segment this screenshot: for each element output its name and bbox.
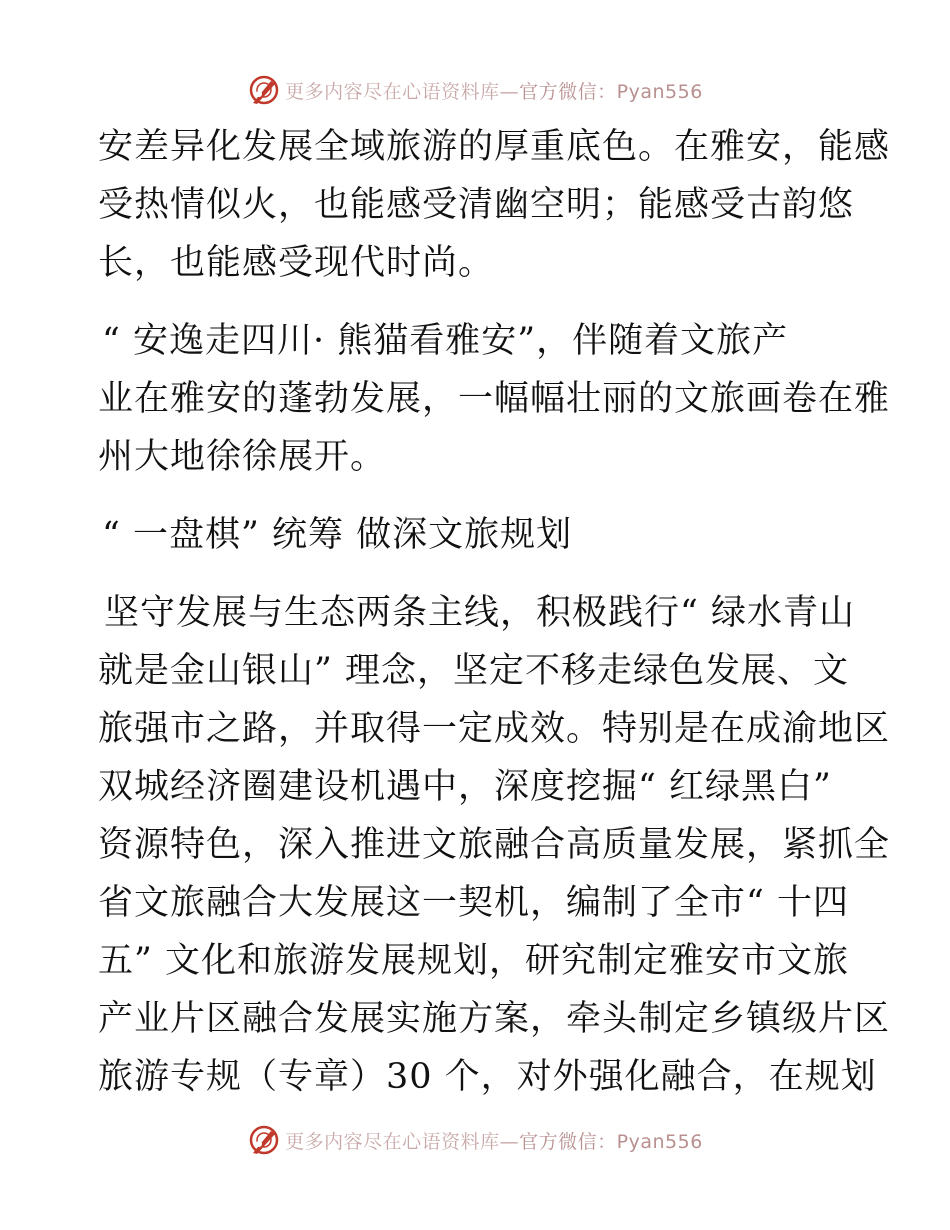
- header-banner-tail: 官方微信：Pyan556: [519, 80, 703, 103]
- footer-banner-text: [285, 1127, 703, 1154]
- brush-logo-icon: [247, 1123, 281, 1157]
- header-banner: [0, 70, 950, 110]
- body-line-6: 州大地徐徐展开。: [98, 437, 387, 477]
- body-line-16: 旅游专规（专章）30 个，对外强化融合，在规划: [98, 1057, 877, 1097]
- body-line-1: 安差异化发展全域旅游的厚重底色。在雅安，能感: [98, 127, 891, 167]
- footer-banner-main: 更多内容尽在心语资料库—: [285, 1130, 520, 1153]
- body-line-10: 旅强市之路，并取得一定成效。特别是在成渝地区: [98, 709, 891, 749]
- brush-logo-icon: [247, 73, 281, 107]
- body-line-8: 坚守发展与生态两条主线，积极践行“ 绿水青山: [104, 593, 856, 633]
- body-line-5: 业在雅安的蓬勃发展，一幅幅壮丽的文旅画卷在雅: [98, 379, 891, 419]
- section-heading: “ 一盘棋” 统筹 做深文旅规划: [102, 515, 573, 555]
- body-line-12: 资源特色，深入推进文旅融合高质量发展，紧抓全: [98, 825, 891, 865]
- footer-banner-tail: 官方微信：Pyan556: [519, 1130, 703, 1153]
- body-line-4: “ 安逸走四川· 熊猫看雅安”，伴随着文旅产: [102, 321, 789, 361]
- document-body: [98, 118, 891, 1106]
- body-line-2: 受热情似火，也能感受清幽空明；能感受古韵悠: [98, 185, 855, 225]
- header-banner-main: 更多内容尽在心语资料库—: [285, 80, 520, 103]
- body-line-11: 双城经济圈建设机遇中，深度挖掘“ 红绿黑白”: [98, 767, 832, 807]
- footer-banner: [0, 1120, 950, 1160]
- header-banner-text: [285, 77, 703, 104]
- body-line-15: 产业片区融合发展实施方案，牵头制定乡镇级片区: [98, 999, 891, 1039]
- body-line-3: 长，也能感受现代时尚。: [98, 243, 495, 283]
- body-line-13: 省文旅融合大发展这一契机，编制了全市“ 十四: [98, 883, 850, 923]
- body-line-14: 五” 文化和旅游发展规划，研究制定雅安市文旅: [98, 941, 850, 981]
- body-line-9: 就是金山银山” 理念，坚定不移走绿色发展、文: [98, 651, 850, 691]
